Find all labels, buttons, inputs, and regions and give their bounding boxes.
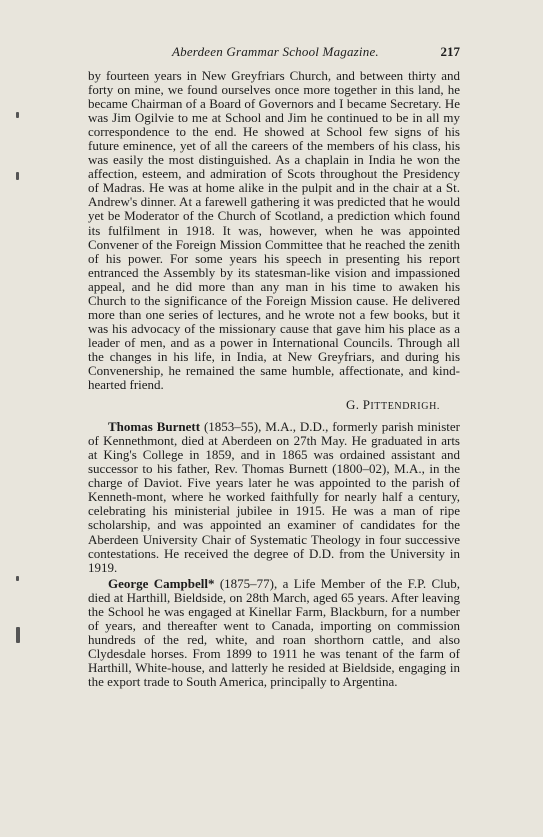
margin-mark (16, 576, 19, 581)
obituary-entry (88, 577, 460, 689)
page-body (88, 69, 460, 689)
signature-initial: G. P (346, 397, 371, 413)
author-signature (88, 398, 460, 414)
obituary-name: Thomas Burnett (108, 419, 201, 435)
obituary-text: (1875–77), a Life Member of the F.P. Club, died at Harthill, Bieldside, on 28th March, aged 65 years. After leaving the School he was engaged at Kinellar Farm, Blackburn, for a number of years, and thereafter went to Canada, importing on commission hundreds of the red, white, and roan shorthorn cattle, and also Clydesdale horses. From 1899 to 1911 he was tenant of the farm of Harthill, White-house, and latterly he resided at Bieldside, engaging in the export trade to South America, principally to Argentina. (88, 575, 461, 689)
page-header (88, 44, 460, 62)
signature-small-caps: ITTENDRIGH. (370, 401, 440, 413)
margin-mark (16, 112, 19, 118)
obituary-name: George Campbell* (108, 575, 215, 591)
margin-mark (16, 627, 20, 643)
obituary-entry (88, 420, 460, 575)
obituary-text: (1853–55), M.A., D.D., formerly parish minister of Kennethmont, died at Aberdeen on 27th May. He graduated in arts at King's College in 1859, and in 1865 was ordained assistant and successor to his father, Rev. Thomas Burnett (1800–02), M.A., in the charge of Daviot. Five years later he was appointed to the parish of Kenneth-mont, where he worked faithfully for nearly half a century, celebrating his ministerial jubilee in 1915. He was a man of ripe scholarship, and was appointed an examiner of candidates for the Aberdeen University Chair of Systematic Theology in four successive contestations. He received the degree of D.D. from the University in 1919. (88, 419, 460, 575)
running-title: Aberdeen Grammar School Magazine. (172, 44, 379, 59)
page-number: 217 (440, 44, 460, 59)
margin-mark (16, 172, 19, 180)
article-continuation: by fourteen years in New Greyfriars Church, and between thirty and forty on mine, we found ourselves once more together in this land, he became Chairman of a Board of Governors and I became Secretary. He was Jim Ogilvie to me at School and Jim he continued to be in all my correspondence to the end. He showed at School few signs of his future eminence, yet of all the careers of the members of his class, his was easily the most distinguished. As a chaplain in India he won the affection, esteem, and admiration of Scots throughout the Presidency of Madras. He was at home alike in the pulpit and in the chair at a St. Andrew's dinner. At a farewell gathering it was predicted that he would yet be Moderator of the Church of Scotland, a prediction which found its fulfilment in 1918. It was, however, when he was appointed Convener of the Foreign Mission Committee that he reached the zenith of his power. For some years his speech in presenting his report entranced the Assembly by its statesman-like vision and impassioned appeal, and he did more than any man in his time to awaken his Church to the significance of the Foreign Mission cause. He delivered more than one series of lectures, and he wrote not a few books, but it was his advocacy of the missionary cause that gave him his place as a leader of men, and as a power in International Councils. Through all the changes in his life, in India, at New Greyfriars, and during his Convenership, he remained the same humble, affectionate, and kind-hearted friend. (88, 68, 460, 393)
